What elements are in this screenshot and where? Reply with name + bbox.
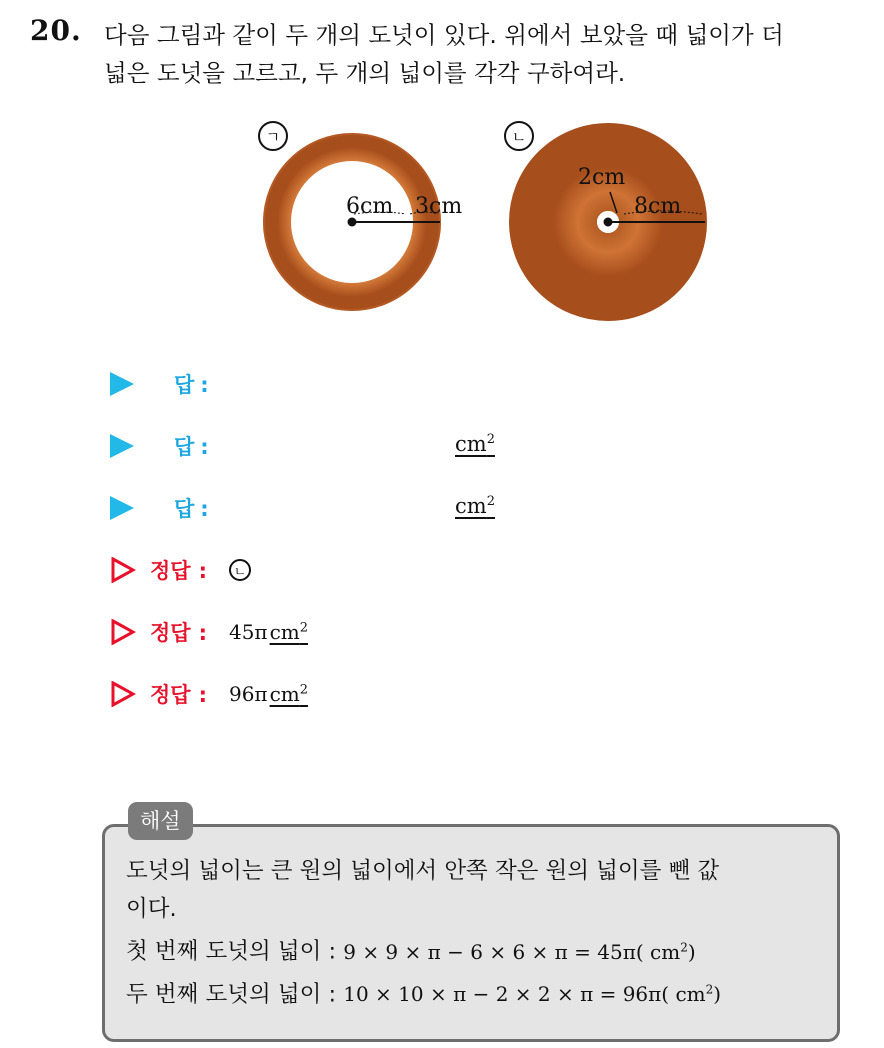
explanation-line-3: 첫 번째 도넛의 넓이 : 9 × 9 × π − 6 × 6 × π = 45π( $cm^2$)	[126, 938, 696, 965]
donut-a-ring-label: 3cm	[415, 194, 463, 219]
answer-row-2: 답 :	[110, 426, 209, 466]
explanation-line-2: 이다.	[126, 896, 177, 922]
correct-value-circled: ㄴ	[229, 559, 251, 581]
answer-label: 답	[174, 497, 195, 521]
donut-a	[259, 122, 462, 310]
donut-a-marker: ㄱ	[265, 128, 281, 146]
outline-triangle-icon	[110, 557, 136, 583]
play-triangle-icon	[110, 434, 134, 458]
answer-blank-unit-2[interactable]: $cm^2$	[455, 432, 495, 456]
explanation-line-4: 두 번째 도넛의 넓이 : 10 × 10 × π − 2 × 2 × π = 96π( $cm^2$)	[126, 981, 722, 1008]
explanation-tag: 해설	[128, 802, 193, 840]
answer-blank-unit-3[interactable]: $cm^2$	[455, 494, 495, 518]
correct-row-2: 정답 : 45π $cm^2$	[110, 612, 308, 652]
play-triangle-icon	[110, 496, 134, 520]
donut-b-ring-label: 8cm	[634, 194, 682, 219]
explanation-line-1: 도넛의 넓이는 큰 원의 넓이에서 안쪽 작은 원의 넓이를 뺀 값	[126, 858, 720, 884]
correct-label: 정답	[150, 559, 191, 583]
question-line-2: 넓은 도넛을 고르고, 두 개의 넓이를 각각 구하여라.	[104, 59, 626, 87]
donut-b-marker: ㄴ	[511, 128, 527, 146]
correct-label: 정답	[150, 621, 191, 645]
answer-row-1: 답 :	[110, 364, 209, 404]
question-number: 20.	[30, 14, 82, 47]
answer-label: 답	[174, 435, 195, 459]
correct-value: 96π $cm^2$	[228, 682, 309, 706]
outline-triangle-icon	[110, 681, 136, 707]
correct-row-1: 정답 : ㄴ	[110, 550, 251, 590]
answer-label: 답	[174, 373, 195, 397]
donut-figure	[0, 0, 884, 330]
correct-value: 45π $cm^2$	[228, 620, 309, 644]
outline-triangle-icon	[110, 619, 136, 645]
donut-b-inner-label: 2cm	[578, 165, 626, 190]
correct-label: 정답	[150, 683, 191, 707]
donut-a-inner-label: 6cm	[346, 194, 394, 219]
question-line-1: 다음 그림과 같이 두 개의 도넛이 있다. 위에서 보았을 때 넓이가 더	[104, 21, 784, 49]
explanation-text	[126, 852, 836, 1013]
correct-row-3: 정답 : 96π $cm^2$	[110, 674, 308, 714]
play-triangle-icon	[110, 372, 134, 396]
answer-row-3: 답 :	[110, 488, 209, 528]
donut-b	[505, 122, 705, 277]
